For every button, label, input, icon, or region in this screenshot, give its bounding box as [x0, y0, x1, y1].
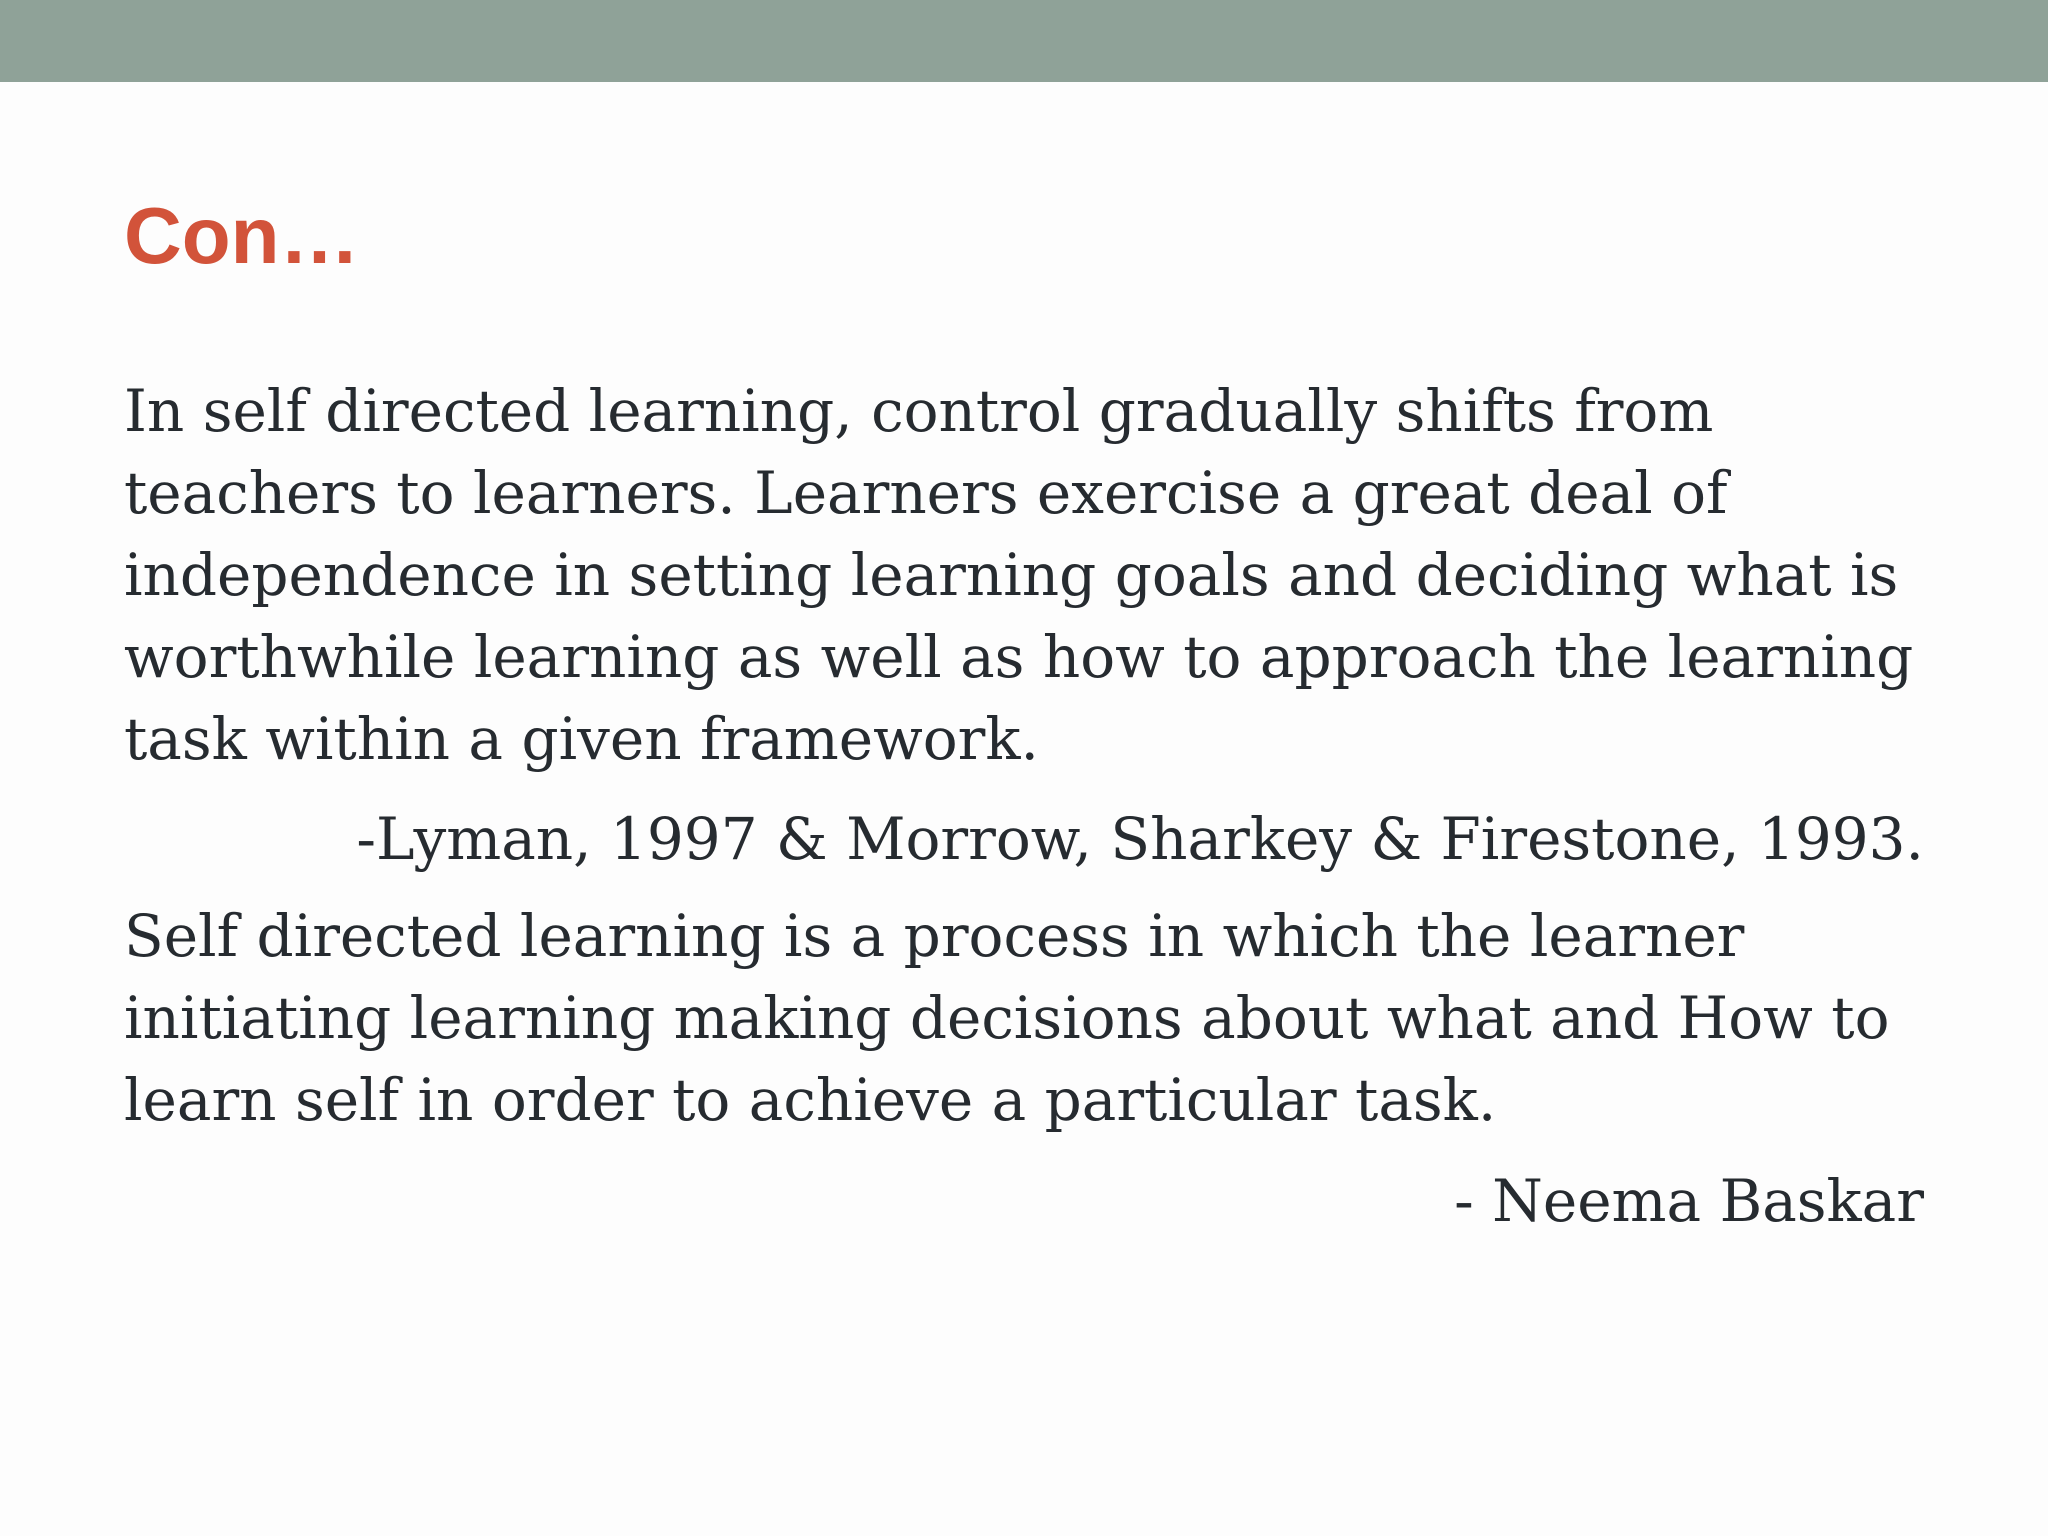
quote-attribution-1: -Lyman, 1997 & Morrow, Sharkey & Firestone, 1993.: [356, 805, 1924, 873]
quote-paragraph-2: Self directed learning is a process in which the learner initiating learning making decisions about what and How to learn self in order to achieve a particular task.: [124, 902, 1890, 1134]
quote-paragraph-1: In self directed learning, control gradually shifts from teachers to learners. Learners exercise a great deal of independence in setting learning goals and deciding what is worthwhile learning as well as how to approach the learning task within a given framework.: [124, 377, 1914, 773]
header-bar: [0, 0, 2048, 82]
quote-attribution-2: - Neema Baskar: [1454, 1167, 1924, 1235]
slide-title: Con…: [124, 191, 360, 280]
